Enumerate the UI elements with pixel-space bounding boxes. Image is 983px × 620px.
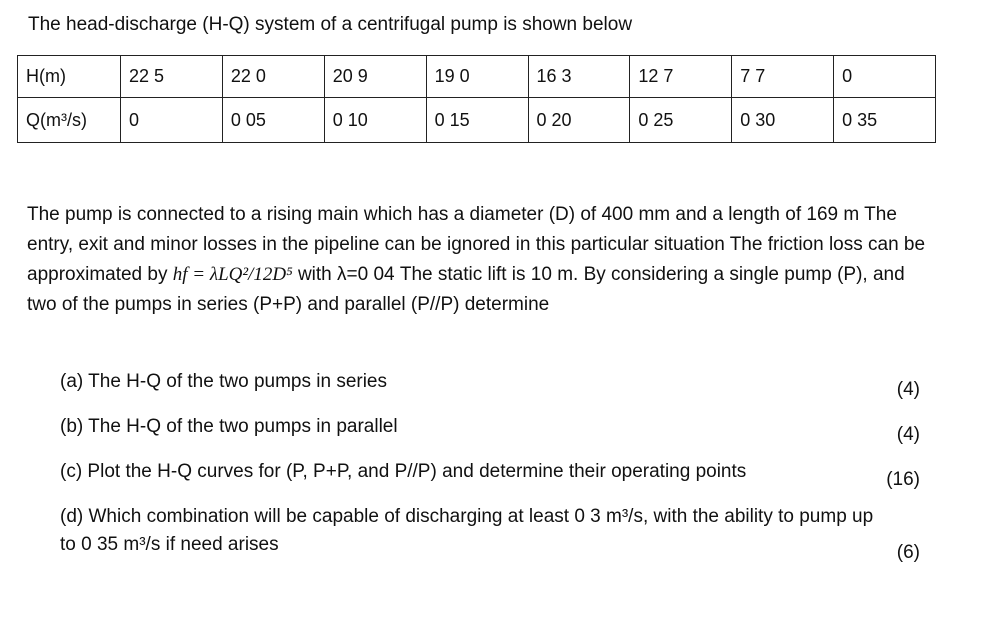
q-cell: 0 30	[732, 98, 834, 143]
q-cell: 0 05	[222, 98, 324, 143]
h-cell: 22 5	[121, 56, 223, 98]
hq-table	[17, 55, 936, 143]
q-cell: 0 10	[324, 98, 426, 143]
part-text: (b) The H-Q of the two pumps in parallel	[60, 416, 398, 437]
h-cell: 22 0	[222, 56, 324, 98]
h-cell: 7 7	[732, 56, 834, 98]
paragraph-text-pre: The pump is connected to a rising main which has a diameter (D) of 400 mm and a length of 169 m The entry, exit and minor losses in the pipeline can be ignored in this particular situation The friction loss can be approximated by	[27, 204, 926, 285]
q-cell: 0 25	[630, 98, 732, 143]
part-marks: (4)	[896, 379, 920, 400]
table-row-discharge	[18, 98, 936, 143]
question-part-b	[60, 413, 930, 445]
h-cell: 20 9	[324, 56, 426, 98]
part-marks: (6)	[896, 542, 920, 563]
part-marks: (16)	[886, 469, 920, 490]
intro-text: The head-discharge (H-Q) system of a centrifugal pump is shown below	[28, 14, 633, 35]
h-cell: 19 0	[426, 56, 528, 98]
table-row-head	[18, 56, 936, 98]
h-cell: 16 3	[528, 56, 630, 98]
paragraph-text-post: with λ=0 04 The static lift is 10 m. By considering a single pump (P), and two of the pumps in series (P+P) and parallel (P//P) determine	[27, 264, 905, 315]
friction-formula: hf = λLQ²/12D⁵	[172, 264, 293, 285]
question-part-a	[60, 368, 930, 400]
q-cell: 0 20	[528, 98, 630, 143]
q-cell: 0	[121, 98, 223, 143]
question-parts	[60, 368, 930, 563]
question-part-c	[60, 458, 930, 490]
part-text: (c) Plot the H-Q curves for (P, P+P, and P//P) and determine their operating points	[60, 461, 747, 482]
question-part-d	[60, 503, 930, 563]
q-label-cell: Q(m³/s)	[18, 98, 121, 143]
h-cell: 0	[834, 56, 936, 98]
problem-paragraph	[27, 200, 927, 320]
q-cell: 0 35	[834, 98, 936, 143]
q-cell: 0 15	[426, 98, 528, 143]
part-text: (d) Which combination will be capable of discharging at least 0 3 m³/s, with the ability to pump up to 0 35 m³/s if need arises	[60, 506, 874, 555]
h-cell: 12 7	[630, 56, 732, 98]
part-text: (a) The H-Q of the two pumps in series	[60, 371, 387, 392]
h-label-cell: H(m)	[18, 56, 121, 98]
part-marks: (4)	[896, 424, 920, 445]
